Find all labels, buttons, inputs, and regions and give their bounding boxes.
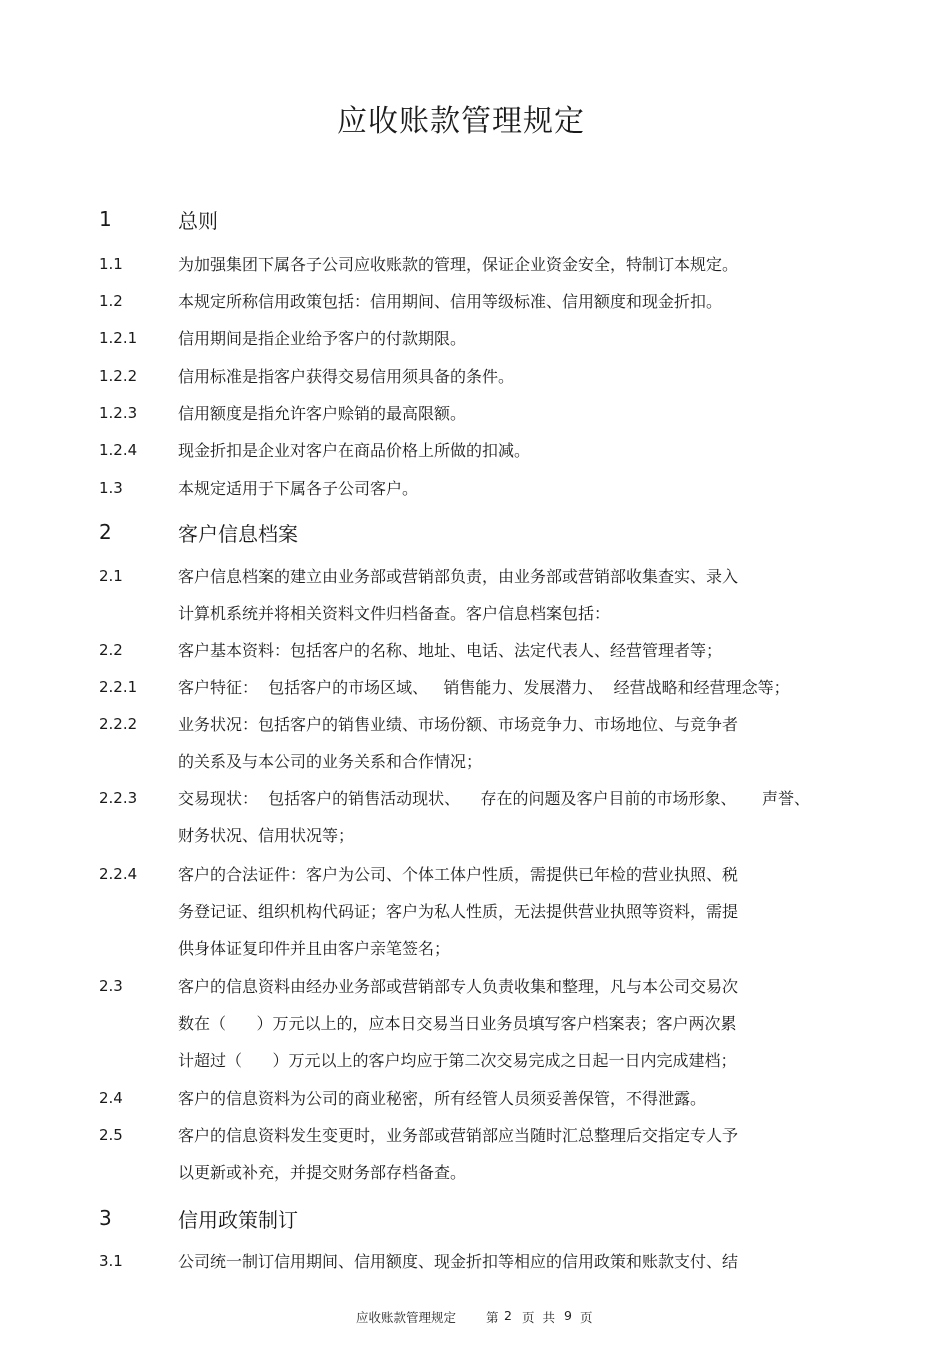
clause-text: 以更新或补充，并提交财务部存档备查。 bbox=[178, 1163, 467, 1182]
clause-text: 信用标准是指客户获得交易信用须具备的条件。 bbox=[178, 367, 515, 386]
clause-number: 1.2.1 bbox=[99, 329, 138, 347]
clause-number: 1.2.2 bbox=[99, 367, 138, 385]
clause-text: 业务状况：包括客户的销售业绩、市场份额、市场竞争力、市场地位、与竞争者 bbox=[178, 715, 739, 734]
footer-page-mid: 页 共 bbox=[522, 1310, 555, 1325]
clause-number: 2.1 bbox=[99, 567, 123, 585]
clause-text: 数在（ ）万元以上的，应本日交易当日业务员填写客户档案表；客户两次累 bbox=[178, 1014, 737, 1033]
footer-page-suffix: 页 bbox=[580, 1310, 593, 1325]
clause-number: 3.1 bbox=[99, 1252, 123, 1270]
clause-text: 务登记证、组织机构代码证；客户为私人性质，无法提供营业执照等资料，需提 bbox=[178, 902, 739, 921]
section-title: 信用政策制订 bbox=[178, 1208, 298, 1232]
footer-doc-title: 应收账款管理规定 bbox=[356, 1310, 457, 1325]
footer-page-number: 2 bbox=[504, 1308, 512, 1323]
clause-number: 1.1 bbox=[99, 255, 123, 273]
clause-number: 2.2.4 bbox=[99, 865, 138, 883]
clause-number: 2.3 bbox=[99, 977, 123, 995]
clause-text: 客户的合法证件：客户为公司、个体工体户性质，需提供已年检的营业执照、税 bbox=[178, 865, 739, 884]
clause-text: 客户特征： 包括客户的市场区域、 销售能力、发展潜力、 经营战略和经营理念等； bbox=[178, 678, 790, 697]
clause-text: 的关系及与本公司的业务关系和合作情况； bbox=[178, 752, 483, 771]
clause-text: 客户信息档案的建立由业务部或营销部负责，由业务部或营销部收集查实、录入 bbox=[178, 567, 739, 586]
clause-text: 信用期间是指企业给予客户的付款期限。 bbox=[178, 329, 467, 348]
clause-number: 2.2.1 bbox=[99, 678, 138, 696]
clause-text: 公司统一制订信用期间、信用额度、现金折扣等相应的信用政策和账款支付、结 bbox=[178, 1252, 739, 1271]
clause-text: 客户基本资料：包括客户的名称、地址、电话、法定代表人、经营管理者等； bbox=[178, 641, 723, 660]
clause-number: 1.3 bbox=[99, 479, 123, 497]
clause-text: 客户的信息资料发生变更时，业务部或营销部应当随时汇总整理后交指定专人予 bbox=[178, 1126, 739, 1145]
clause-text: 客户的信息资料由经办业务部或营销部专人负责收集和整理，凡与本公司交易次 bbox=[178, 977, 739, 996]
clause-text: 为加强集团下属各子公司应收账款的管理，保证企业资金安全，特制订本规定。 bbox=[178, 255, 739, 274]
section-number: 1 bbox=[99, 207, 112, 231]
clause-text: 客户的信息资料为公司的商业秘密，所有经管人员须妥善保管，不得泄露。 bbox=[178, 1089, 707, 1108]
footer-total-pages: 9 bbox=[564, 1308, 572, 1323]
section-heading bbox=[0, 510, 950, 554]
footer-page-prefix: 第 bbox=[486, 1310, 499, 1325]
clause-text: 财务状况、信用状况等； bbox=[178, 826, 355, 845]
section-number: 2 bbox=[99, 520, 112, 544]
section-heading bbox=[0, 197, 950, 241]
clause-number: 1.2.4 bbox=[99, 441, 138, 459]
clause-text: 本规定所称信用政策包括：信用期间、信用等级标准、信用额度和现金折扣。 bbox=[178, 292, 723, 311]
clause-number: 2.4 bbox=[99, 1089, 123, 1107]
clause-text: 信用额度是指允许客户赊销的最高限额。 bbox=[178, 404, 467, 423]
clause-number: 2.2 bbox=[99, 641, 123, 659]
clause-text: 本规定适用于下属各子公司客户。 bbox=[178, 479, 419, 498]
clause-number: 1.2.3 bbox=[99, 404, 138, 422]
clause-number: 1.2 bbox=[99, 292, 123, 310]
section-number: 3 bbox=[99, 1206, 112, 1230]
clause-number: 2.5 bbox=[99, 1126, 123, 1144]
clause-text: 现金折扣是企业对客户在商品价格上所做的扣减。 bbox=[178, 441, 531, 460]
section-heading bbox=[0, 1196, 950, 1240]
clause-text: 计算机系统并将相关资料文件归档备查。客户信息档案包括： bbox=[178, 604, 611, 623]
section-title: 客户信息档案 bbox=[178, 522, 298, 546]
clause-number: 2.2.2 bbox=[99, 715, 138, 733]
clause-text: 计超过（ ）万元以上的客户均应于第二次交易完成之日起一日内完成建档； bbox=[178, 1051, 737, 1070]
clause-text: 供身体证复印件并且由客户亲笔签名； bbox=[178, 939, 451, 958]
clause-text: 交易现状： 包括客户的销售活动现状、 存在的问题及客户目前的市场形象、 声誉、 bbox=[178, 789, 810, 808]
page-title: 应收账款管理规定 bbox=[337, 104, 585, 139]
clause-number: 2.2.3 bbox=[99, 789, 138, 807]
section-title: 总则 bbox=[178, 209, 218, 233]
